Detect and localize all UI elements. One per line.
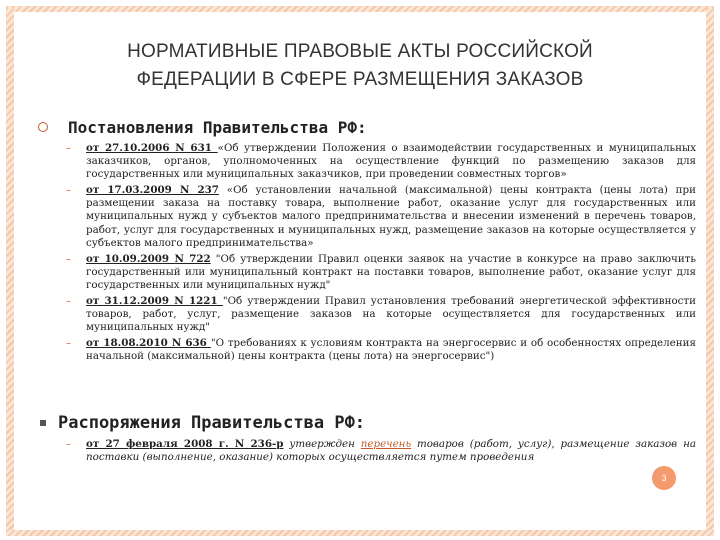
dash-bullet-icon: – bbox=[66, 253, 71, 265]
section-heading bbox=[36, 116, 696, 138]
decorative-border-left bbox=[6, 8, 14, 534]
document-link[interactable]: от 31.12.2009 N 1221 bbox=[86, 295, 223, 308]
item-text: "Об утверждении Правил оценки заявок на участие в конкурсе на право заключить государственный или муниципальный контракт на поставки товаров, выполнение работ, оказание услуг для государственных или муниципальных нужд" bbox=[86, 252, 696, 291]
section-heading bbox=[36, 412, 696, 434]
page-number-badge: 3 bbox=[652, 466, 676, 490]
item-text-post: товаров (работ, услуг), размещение заказов на поставки (выполнение, оказание) которых осуществляется путем проведения bbox=[86, 438, 696, 464]
slide-title bbox=[60, 38, 660, 94]
order-list bbox=[36, 438, 696, 464]
document-link[interactable]: от 27 февраля 2008 г. N 236-р bbox=[86, 438, 284, 450]
list-link[interactable]: перечень bbox=[360, 438, 412, 450]
dash-bullet-icon: – bbox=[66, 296, 71, 308]
item-text: «Об утверждении Положения о взаимодействии государственных и муниципальных заказчиков, органов, уполномоченных на осуществление функций по размещению заказов для государственных или муниципальных заказчиков, при проведении совместных торгов» bbox=[86, 142, 696, 181]
list-item bbox=[36, 142, 696, 181]
document-link[interactable]: от 27.10.2006 N 631 bbox=[86, 142, 218, 154]
item-text-pre: утвержден bbox=[283, 438, 361, 450]
list-item bbox=[36, 438, 696, 464]
title-line-2: ФЕДЕРАЦИИ В СФЕРЕ РАЗМЕЩЕНИЯ ЗАКАЗОВ bbox=[136, 69, 584, 90]
section-government-resolutions bbox=[36, 116, 696, 367]
list-item bbox=[36, 295, 696, 334]
dash-bullet-icon: – bbox=[66, 338, 71, 350]
document-link[interactable]: от 17.03.2009 N 237 bbox=[86, 184, 219, 197]
section-heading-text: Распоряжения Правительства РФ: bbox=[58, 413, 366, 433]
list-item bbox=[36, 253, 696, 292]
square-bullet-icon bbox=[40, 420, 46, 426]
list-item bbox=[36, 184, 696, 249]
dash-bullet-icon: – bbox=[66, 185, 71, 197]
decorative-border-right bbox=[706, 8, 714, 534]
dash-bullet-icon: – bbox=[66, 439, 71, 450]
document-link[interactable]: от 18.08.2010 N 636 bbox=[86, 337, 211, 350]
section-heading-text: Постановления Правительства РФ: bbox=[68, 117, 367, 137]
item-text: «Об установлении начальной (максимальной) цены контракта (цены лота) при размещении заказа на поставку товара, выполнение работ, оказание услуг для государственных или муниципальных нужд у субъектов малого предпринимательства и внесении изменений в перечень товаров, работ, услуг для государственных и муниципальных нужд, размещение заказов на которые осуществляется у субъектов малого предпринимательства» bbox=[86, 184, 696, 249]
decorative-border-top bbox=[6, 6, 714, 12]
item-text: "О требованиях к условиям контракта на энергосервис и об особенностях определения начальной (максимальной) цены контракта (цены лота) на энергосервис") bbox=[86, 337, 696, 363]
document-link[interactable]: от 10.09.2009 N 722 bbox=[86, 252, 211, 265]
decorative-border-bottom bbox=[6, 530, 714, 536]
ring-bullet-icon bbox=[38, 122, 48, 132]
title-line-1: НОРМАТИВНЫЕ ПРАВОВЫЕ АКТЫ РОССИЙСКОЙ bbox=[127, 41, 593, 62]
list-item bbox=[36, 337, 696, 363]
dash-bullet-icon: – bbox=[66, 143, 71, 154]
resolution-list bbox=[36, 142, 696, 364]
item-text: "Об утверждении Правил установления требований энергетической эффективности товаров, работ, услуг, размещение заказов на которые осуществляется для государственных или муниципальных нужд" bbox=[86, 295, 696, 334]
section-government-orders bbox=[36, 412, 696, 467]
